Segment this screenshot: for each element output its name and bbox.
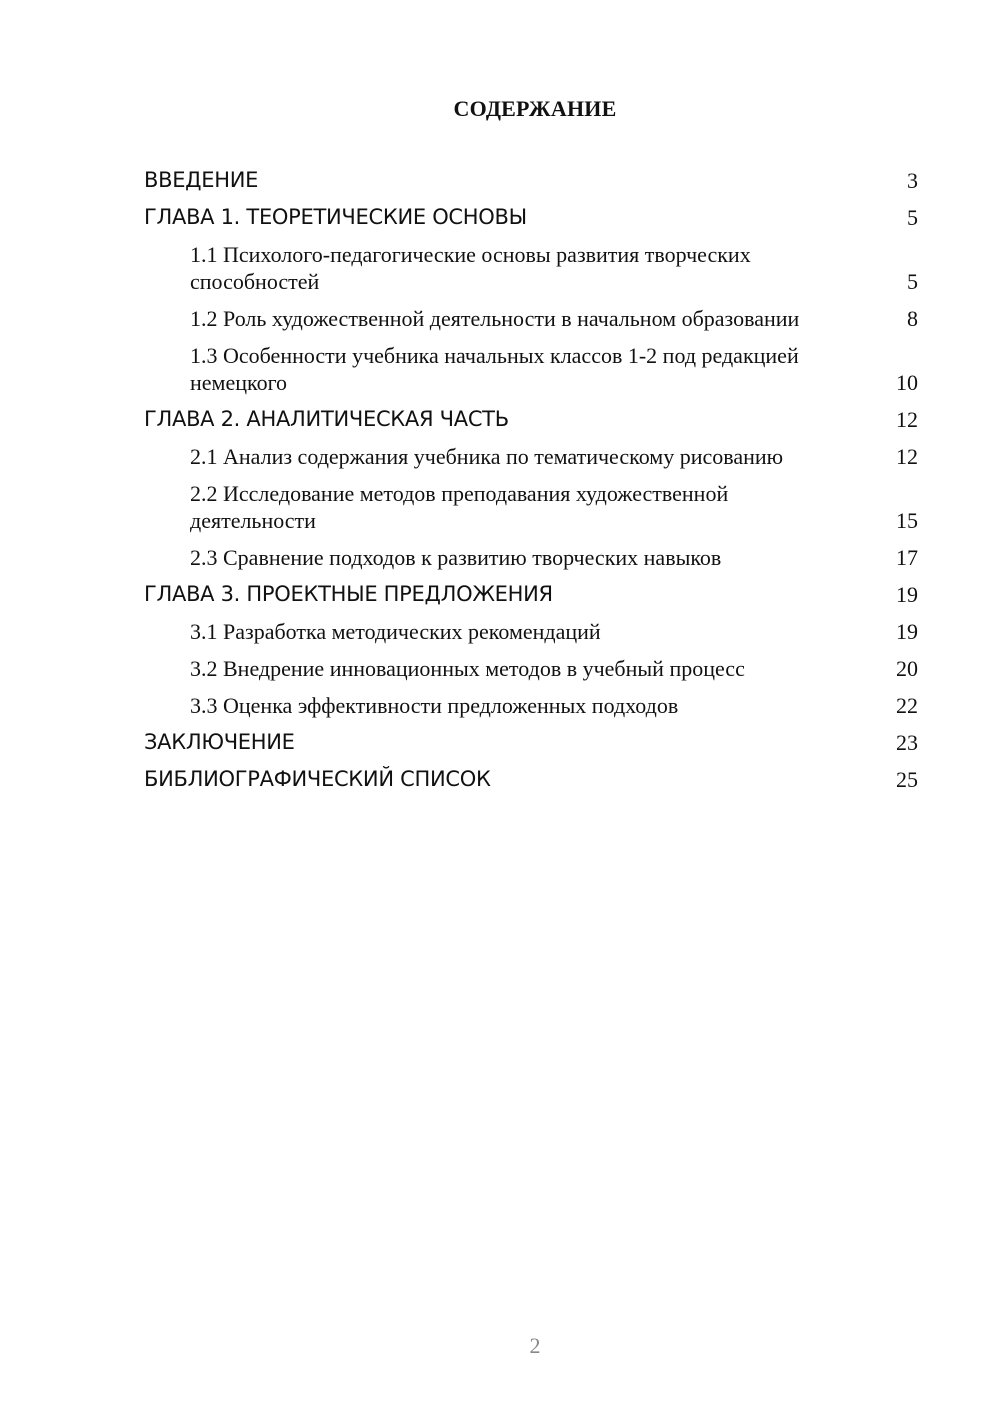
toc-entry-page: 3 (907, 168, 918, 193)
toc-entry-page: 8 (907, 306, 918, 331)
toc-entry[interactable] (144, 729, 918, 756)
toc-entry-page: 12 (896, 407, 918, 432)
toc-subentry[interactable] (144, 618, 918, 645)
toc-entry-title: 2.2 Исследование методов преподавания художественной деятельности (190, 481, 729, 533)
toc-entry-page: 17 (896, 545, 918, 570)
toc-entry-page: 5 (907, 269, 918, 294)
toc-entry-title: 2.3 Сравнение подходов к развитию творческих навыков (190, 545, 722, 570)
toc-entry-page: 12 (896, 444, 918, 469)
toc-entry[interactable] (144, 766, 918, 793)
toc-entry-title: БИБЛИОГРАФИЧЕСКИЙ СПИСОК (144, 767, 491, 791)
toc-heading: СОДЕРЖАНИЕ (453, 96, 617, 121)
toc-entry-page: 19 (896, 582, 918, 607)
toc-entry-title: 3.2 Внедрение инновационных методов в учебный процесс (190, 656, 745, 681)
toc-entry-page: 15 (896, 508, 918, 533)
toc-entry-title: ГЛАВА 3. ПРОЕКТНЫЕ ПРЕДЛОЖЕНИЯ (144, 582, 553, 606)
toc-entry[interactable] (144, 167, 918, 194)
toc-subentry[interactable] (144, 241, 918, 295)
toc-entry-page: 22 (896, 693, 918, 718)
toc-subentry[interactable] (144, 342, 918, 396)
toc-entry-title: ВВЕДЕНИЕ (144, 168, 259, 192)
toc-entry-title: 1.2 Роль художественной деятельности в начальном образовании (190, 306, 800, 331)
toc-entry-title: 3.1 Разработка методических рекомендаций (190, 619, 601, 644)
toc-entry-page: 20 (896, 656, 918, 681)
toc-subentry[interactable] (144, 305, 918, 332)
toc-entry-title: 1.3 Особенности учебника начальных классов 1-2 под редакцией немецкого (190, 343, 799, 395)
toc-entry-title: 2.1 Анализ содержания учебника по тематическому рисованию (190, 444, 784, 469)
toc-entry-title: ЗАКЛЮЧЕНИЕ (144, 730, 295, 754)
toc-subentry[interactable] (144, 480, 918, 534)
toc-entry-title: ГЛАВА 2. АНАЛИТИЧЕСКАЯ ЧАСТЬ (144, 407, 509, 431)
toc-entry-title: ГЛАВА 1. ТЕОРЕТИЧЕСКИЕ ОСНОВЫ (144, 205, 527, 229)
toc-entry-title: 1.1 Психолого-педагогические основы развития творческих способностей (190, 242, 751, 294)
toc-entry-page: 23 (896, 730, 918, 755)
toc-entry[interactable] (144, 406, 918, 433)
toc-entry[interactable] (144, 581, 918, 608)
toc-subentry[interactable] (144, 692, 918, 719)
toc-subentry[interactable] (144, 544, 918, 571)
toc-subentry[interactable] (144, 655, 918, 682)
toc-entry-page: 5 (907, 205, 918, 230)
table-of-contents (144, 167, 918, 803)
toc-entry-title: 3.3 Оценка эффективности предложенных подходов (190, 693, 679, 718)
toc-entry[interactable] (144, 204, 918, 231)
page-number: 2 (529, 1333, 541, 1358)
toc-entry-page: 10 (896, 370, 918, 395)
toc-entry-page: 19 (896, 619, 918, 644)
toc-subentry[interactable] (144, 443, 918, 470)
toc-entry-page: 25 (896, 767, 918, 792)
